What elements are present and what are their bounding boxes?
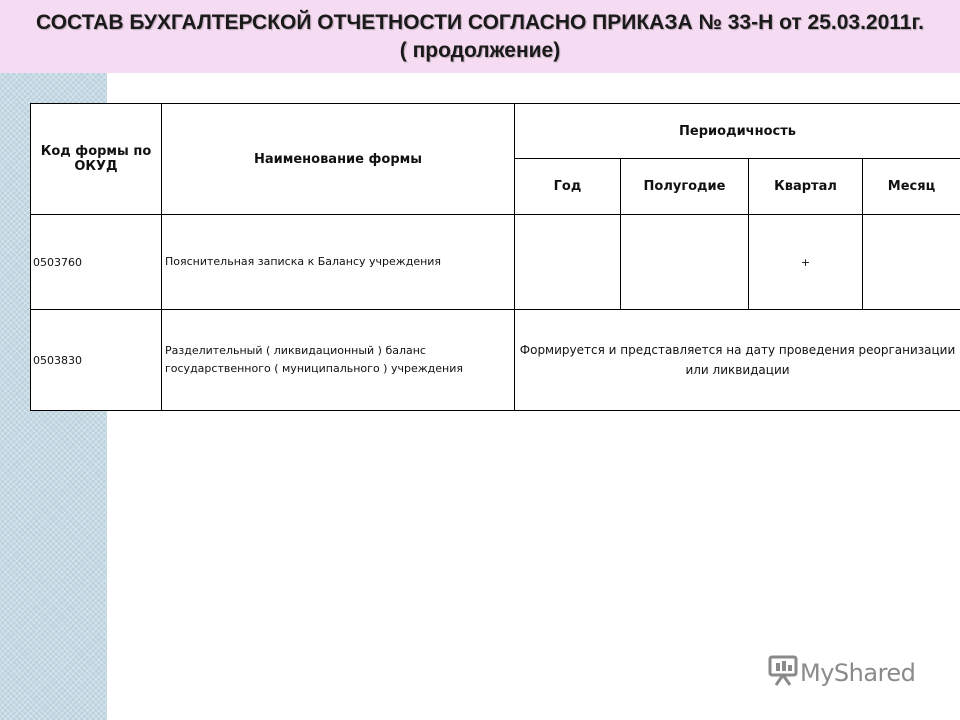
row-quarter: + [749,215,863,310]
header-quarter: Квартал [749,159,863,215]
row-year [515,215,621,310]
row-half-year [621,215,749,310]
row-name: Разделительный ( ликвидационный ) баланс государственного ( муниципального ) учреждения [162,310,515,411]
header-row-top [31,104,960,159]
header-periodicity: Периодичность [515,104,960,159]
report-table-container [30,103,960,411]
header-month: Месяц [863,159,960,215]
row-month [863,215,960,310]
header-year: Год [515,159,621,215]
header-half-year: Полугодие [621,159,749,215]
watermark-logo [766,655,915,691]
presentation-board-icon [766,654,800,693]
table-row [31,310,960,411]
row-code: 0503830 [31,310,162,411]
report-forms-table [30,103,960,411]
row-periodicity-note: Формируется и представляется на дату проведения реорганизации или ликвидации [515,310,960,411]
row-code: 0503760 [31,215,162,310]
watermark-text: MyShared [800,659,916,687]
header-code: Код формы по ОКУД [31,104,162,215]
header-name: Наименование формы [162,104,515,215]
row-name: Пояснительная записка к Балансу учреждения [162,215,515,310]
title-band [0,0,960,73]
table-row [31,215,960,310]
slide-title: СОСТАВ БУХГАЛТЕРСКОЙ ОТЧЕТНОСТИ СОГЛАСНО ПРИКАЗА № 33-Н от 25.03.2011г. ( продолжение) [36,10,924,62]
